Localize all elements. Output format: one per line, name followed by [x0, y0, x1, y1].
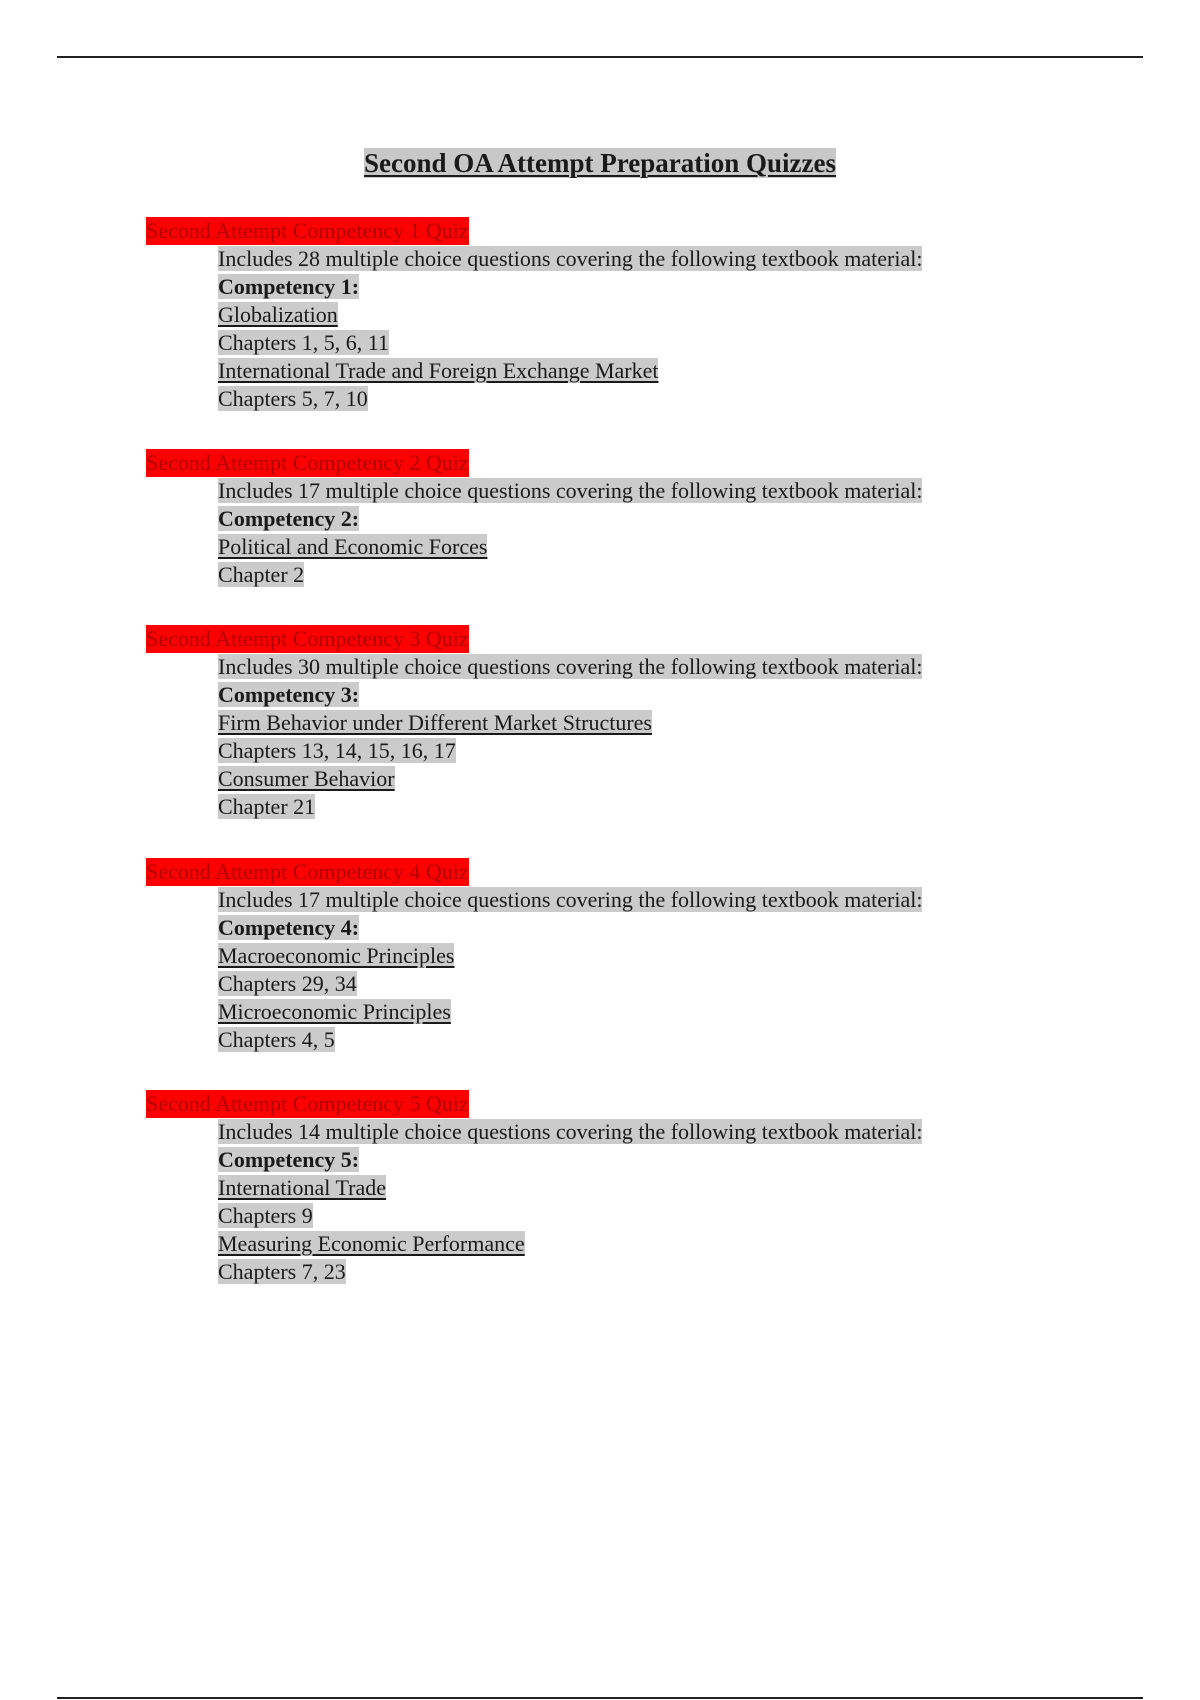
competency-label: Competency 5: [218, 1147, 360, 1172]
competency-label: Competency 1: [218, 274, 360, 299]
topic-name: Macroeconomic Principles [218, 943, 455, 968]
topic-chapters: Chapter 2 [218, 562, 305, 587]
topic-chapters: Chapters 1, 5, 6, 11 [218, 330, 389, 355]
topic-name: Political and Economic Forces [218, 534, 488, 559]
document-title [0, 145, 1200, 181]
competency-label: Competency 2: [218, 506, 360, 531]
topic-name: Microeconomic Principles [218, 999, 451, 1024]
quiz-heading: Second Attempt Competency 5 Quiz [146, 1091, 469, 1116]
footer-rule [57, 1697, 1143, 1699]
quiz-heading: Second Attempt Competency 2 Quiz [146, 450, 469, 475]
quiz-intro: Includes 30 multiple choice questions covering the following textbook material: [218, 654, 923, 679]
topic-chapters: Chapters 9 [218, 1203, 313, 1228]
competency-label: Competency 4: [218, 915, 360, 940]
topic-chapters: Chapters 7, 23 [218, 1259, 346, 1284]
topic-chapters: Chapters 5, 7, 10 [218, 386, 368, 411]
competency-label: Competency 3: [218, 682, 360, 707]
quiz-heading: Second Attempt Competency 4 Quiz [146, 859, 469, 884]
topic-chapters: Chapters 29, 34 [218, 971, 357, 996]
quiz-heading: Second Attempt Competency 1 Quiz [146, 218, 469, 243]
document-title-text: Second OA Attempt Preparation Quizzes [364, 148, 836, 178]
topic-name: Consumer Behavior [218, 766, 395, 791]
topic-chapters: Chapters 13, 14, 15, 16, 17 [218, 738, 456, 763]
quiz-intro: Includes 17 multiple choice questions covering the following textbook material: [218, 478, 923, 503]
quiz-intro: Includes 17 multiple choice questions covering the following textbook material: [218, 887, 923, 912]
quiz-intro: Includes 14 multiple choice questions covering the following textbook material: [218, 1119, 923, 1144]
topic-name: Firm Behavior under Different Market Structures [218, 710, 652, 735]
quiz-intro: Includes 28 multiple choice questions covering the following textbook material: [218, 246, 923, 271]
topic-chapters: Chapter 21 [218, 794, 316, 819]
topic-name: Globalization [218, 302, 338, 327]
topic-name: International Trade and Foreign Exchange Market [218, 358, 659, 383]
topic-name: Measuring Economic Performance [218, 1231, 525, 1256]
topic-chapters: Chapters 4, 5 [218, 1027, 335, 1052]
quiz-heading: Second Attempt Competency 3 Quiz [146, 626, 469, 651]
topic-name: International Trade [218, 1175, 387, 1200]
header-rule [57, 56, 1143, 58]
